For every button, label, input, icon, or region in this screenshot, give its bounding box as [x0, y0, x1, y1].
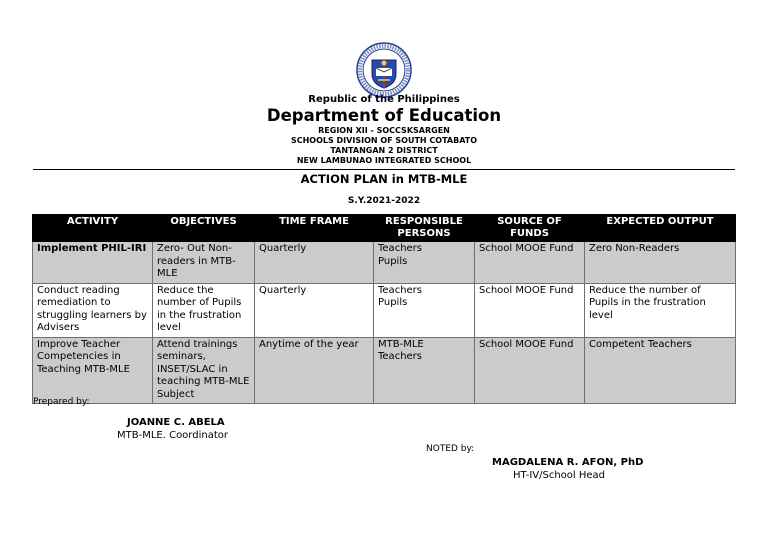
school-year: S.Y.2021-2022 — [347, 196, 421, 206]
cell-responsible-persons: MTB-MLE Teachers — [374, 337, 475, 404]
cell-time-frame: Quarterly — [255, 283, 374, 337]
republic-label: Republic of the Philippines — [308, 94, 460, 105]
cell-objectives: Attend trainings seminars, INSET/SLAC in teaching MTB-MLE Subject — [153, 337, 255, 404]
region-label: REGION XII - SOCCSKSARGEN — [318, 126, 450, 135]
division-label: SCHOOLS DIVISION OF SOUTH COTABATO — [290, 136, 478, 145]
cell-activity: Improve Teacher Competencies in Teaching MTB-MLE — [33, 337, 153, 404]
cell-source-of-funds: School MOOE Fund — [475, 242, 585, 284]
action-plan-table — [32, 214, 736, 404]
preparer-title: MTB-MLE. Coordinator — [117, 430, 228, 441]
column-header-objectives: OBJECTIVES — [153, 215, 255, 242]
cell-expected-output: Reduce the number of Pupils in the frustration level — [585, 283, 736, 337]
noter-name: MAGDALENA R. AFON, PhD — [492, 457, 644, 468]
table-row — [33, 242, 736, 284]
cell-responsible-persons: Teachers Pupils — [374, 242, 475, 284]
column-header-activity: ACTIVITY — [33, 215, 153, 242]
table-row — [33, 283, 736, 337]
cell-activity: Implement PHIL-IRI — [33, 242, 153, 284]
cell-expected-output: Zero Non-Readers — [585, 242, 736, 284]
noted-by-label: NOTED by: — [426, 444, 475, 454]
school-label: NEW LAMBUNAO INTEGRATED SCHOOL — [296, 156, 472, 165]
cell-objectives: Reduce the number of Pupils in the frustration level — [153, 283, 255, 337]
column-header-expected-output: EXPECTED OUTPUT — [585, 215, 736, 242]
cell-activity: Conduct reading remediation to struggling learners by Advisers — [33, 283, 153, 337]
table-header-row — [33, 215, 736, 242]
cell-source-of-funds: School MOOE Fund — [475, 283, 585, 337]
department-title: Department of Education — [266, 106, 502, 125]
deped-seal-icon — [356, 42, 412, 98]
district-label: TANTANGAN 2 DISTRICT — [330, 146, 438, 155]
cell-objectives: Zero- Out Non-readers in MTB-MLE — [153, 242, 255, 284]
page-title: ACTION PLAN in MTB-MLE — [300, 172, 468, 186]
column-header-source-of-funds: SOURCE OF FUNDS — [475, 215, 585, 242]
preparer-name: JOANNE C. ABELA — [127, 417, 225, 428]
column-header-responsible-persons: RESPONSIBLE PERSONS — [374, 215, 475, 242]
cell-time-frame: Anytime of the year — [255, 337, 374, 404]
noter-title: HT-IV/School Head — [513, 470, 606, 481]
cell-source-of-funds: School MOOE Fund — [475, 337, 585, 404]
column-header-time-frame: TIME FRAME — [255, 215, 374, 242]
cell-responsible-persons: Teachers Pupils — [374, 283, 475, 337]
header-divider — [33, 169, 735, 170]
cell-time-frame: Quarterly — [255, 242, 374, 284]
table-row — [33, 337, 736, 404]
cell-expected-output: Competent Teachers — [585, 337, 736, 404]
prepared-by-label: Prepared by: — [33, 397, 90, 407]
